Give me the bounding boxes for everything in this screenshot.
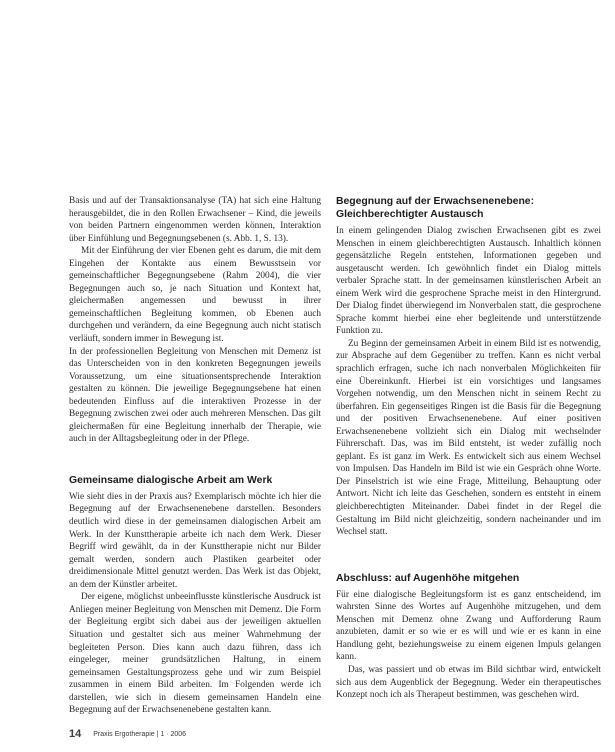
right-paragraph-2: Zu Beginn der gemeinsamen Arbeit in einem Bild ist es notwendig, zur Absprache auf dem Gegenüber zu treffen. Kann es nicht verbal sprachlich erfragen, suche ich nach nonverbalen Möglichkeiten für eine Übereinkunft. Hierbei ist ein vorsichtiges und langsames Vorgehen notwendig, um den Menschen nicht in seinem Recht zu überfahren. Ein gegenseitiges Ringen ist die Basis für die Begegnung und der positiven Erwachsenenebene. Auf einer positiven Erwachsenenebene vollzieht sich ein Dialog mit wechselnder Führerschaft. Das, was im Bild entsteht, ist weder zufällig noch geplant. Es ist ganz im Werk. Es entwickelt sich aus einem Wechsel von Impulsen. Das Handeln im Bild ist wie ein Gespräch ohne Worte. Der Pinselstrich ist wie eine Frage, Mitteilung, Behauptung oder Antwort. Nicht ich leite das Geschehen, sondern es entsteht in einem gleichberechtigten Miteinander. Dabei findet in der Regel die Gestaltung im Bild nicht gleichzeitig, sondern nacheinander und im Wechsel statt. [336, 338, 601, 538]
left-paragraph-4: Wie sieht dies in der Praxis aus? Exemplarisch möchte ich hier die Begegnung auf der Erwachsenenebene darstellen. Besonders deutlich wird diese in der gemeinsamen dialogischen Arbeit am Werk. In der Kunsttherapie arbeite ich nach dem Werk. Dieser Begriff wird gewählt, da in der Kunsttherapie nicht nur Bilder gemalt werden, sondern auch Plastiken gearbeitet oder dreidimensionale Mittel genutzt werden. Das Werk ist das Objekt, an dem der Künstler arbeitet. [69, 491, 321, 590]
left-paragraph-5: Der eigene, möglichst unbeeinflusste künstlerische Ausdruck ist Anliegen meiner Begleitung von Menschen mit Demenz. Die Form der Begleitung ergibt sich dabei aus der jeweiligen aktuellen Situation und gestaltet sich aus meiner Wahrnehmung der begleiteten Person. Dies kann auch dazu führen, dass ich eingeleger, meiner grundsätzlichen Haltung, in einem gemeinsamen Gestaltungsprozess gehe und wir zum Beispiel zusammen in einem Bild arbeiten. Im Folgenden werde ich darstellen, wie sich in diesem gemeinsamen Handeln eine Begegnung auf der Erwachsenenebene gestalten kann. [69, 592, 321, 716]
page-number: 14 [69, 728, 82, 740]
left-paragraph-1: Basis und auf der Transaktionsanalyse (TA) hat sich eine Haltung herausgebildet, die in den Rollen Erwachsener – Kind, die jeweils von beiden Partnern eingenommen werden können, Interaktion über Einfühlung und Begegnungsebenen (s. Abb. 1, S. 13). [69, 196, 321, 244]
right-column [336, 195, 601, 702]
right-paragraph-1: In einem gelingenden Dialog zwischen Erwachsenen gibt es zwei Menschen in einem gleichberechtigten Austausch. Inhaltlich können gegensätzliche Regeln entstehen, Informationen gegeben und ausgetauscht werden. Ich gewöhnlich findet ein Dialog mittels verbaler Sprache statt. In der gemeinsamen künstlerischen Arbeit an einem Werk wird die gesprochene Sprache meist in den Hintergrund. Der Dialog findet überwiegend im Nonverbalen statt, die gesprochene Sprache kommt hierbei eine eher begleitende und unterstützende Funktion zu. [336, 226, 601, 337]
journal-reference: Praxis Ergotherapie | 1 · 2006 [93, 731, 187, 738]
left-column [69, 195, 321, 717]
section-heading-abschluss: Abschluss: auf Augenhöhe mitgehen [336, 572, 520, 584]
page-footer [69, 728, 186, 740]
right-paragraph-4: Das, was passiert und ob etwas im Bild sichtbar wird, entwickelt sich aus dem Augenblick der Begegnung. Weder ein therapeutisches Konzept noch ich als Therapeut bestimmen, was geschehen wird. [336, 664, 601, 701]
left-paragraph-2: Mit der Einführung der vier Ebenen geht es darum, die mit dem Eingehen der Kontakte aus einem Bewusstsein vor gemeinschaftlicher Begegnungsebene (Rahm 2004), die vier Begegnungen auch so, je nach Situation und Kontext hat, gleichermaßen angemessen und bewusst in ihrer gemeinschaftlichen Begleitung kommen, ob Ebenen auch durchgehen und verändern, da eine Begegnung auch nicht statisch verläuft, sondern immer in Bewegung ist. [69, 246, 321, 345]
section-heading-werk: Gemeinsame dialogische Arbeit am Werk [69, 474, 273, 486]
right-paragraph-3: Für eine dialogische Begleitungsform ist es ganz entscheidend, im wahrsten Sinne des Wortes auf Augenhöhe mitzugehen, und dem Menschen mit Demenz ohne Zwang und Aufforderung Raum anzubieten, damit er so wie er es will und wie er es kann in eine Handlung geht, beziehungsweise zu einem eigenen Impuls gelangen kann. [336, 589, 601, 663]
section-heading-begegnung: Begegnung auf der Erwachsenenebene: Gleichberechtigter Austausch [336, 196, 535, 220]
left-paragraph-3: In der professionellen Begleitung von Menschen mit Demenz ist das Unterscheiden von in den konkreten Begegnungen jeweils Voraussetzung, um eine situationsentsprechende Interaktion gestalten zu können. Die jeweilige Begegnungsebene hat einen bedeutenden Einfluss auf die interaktiven Prozesse in der Begegnung zwischen zwei oder auch mehreren Menschen. Das gilt gleichermaßen für eine Begleitung innerhalb der Therapie, wie auch in der Alltagsbegleitung oder in der Pflege. [69, 346, 321, 445]
